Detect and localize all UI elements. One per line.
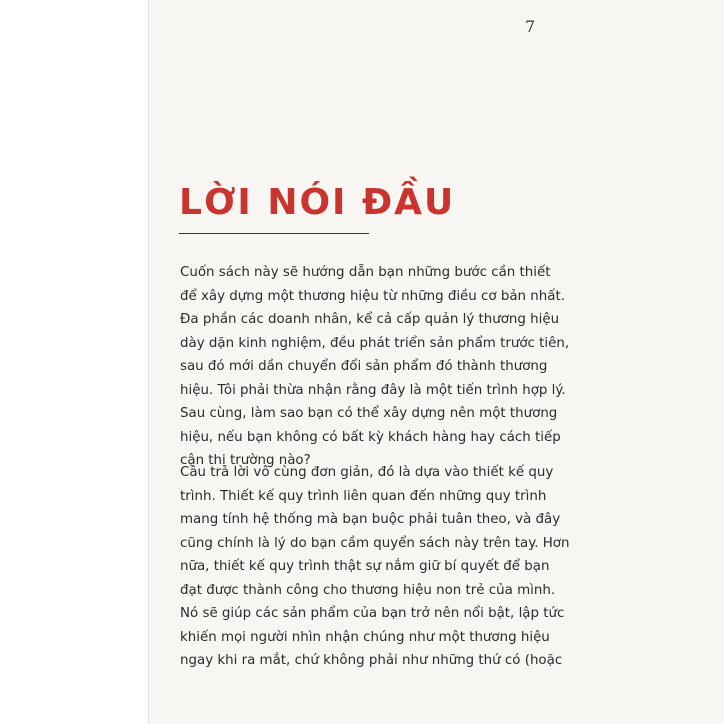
book-page — [148, 0, 724, 724]
text-line: hiệu, nếu bạn không có bất kỳ khách hàng hay cách tiếp — [180, 429, 561, 445]
text-line: mang tính hệ thống mà bạn buộc phải tuân theo, và đây — [180, 512, 561, 527]
text-line: hiệu. Tôi phải thừa nhận rằng đây là một tiến trình hợp lý. — [180, 382, 566, 398]
text-line: nữa, thiết kế quy trình thật sự nắm giữ bí quyết để bạn — [180, 559, 550, 574]
text-line: Sau cùng, làm sao bạn có thể xây dựng nên một thương — [180, 406, 558, 421]
text-line: trình. Thiết kế quy trình liên quan đến những quy trình — [180, 488, 547, 504]
text-line: dày dặn kinh nghiệm, đều phát triển sản phẩm trước tiên, — [180, 335, 570, 351]
text-line: Đa phần các doanh nhân, kể cả cấp quản lý thương hiệu — [180, 312, 560, 327]
text-line: khiến mọi người nhìn nhận chúng như một thương hiệu — [180, 629, 550, 645]
chapter-title: LỜI NÓI ĐẦU — [179, 182, 456, 223]
text-line: Cuốn sách này sẽ hướng dẫn bạn những bước cần thiết — [180, 265, 551, 280]
page-number: 7 — [525, 17, 536, 36]
paragraph-2 — [180, 461, 570, 673]
text-line: sau đó mới dần chuyển đổi sản phẩm đó thành thương — [180, 359, 548, 374]
text-line: ngay khi ra mắt, chứ không phải như những thứ có (hoặc — [180, 653, 563, 668]
text-line: Nó sẽ giúp các sản phẩm của bạn trở nên nổi bật, lập tức — [180, 606, 565, 621]
paragraph-1 — [180, 261, 570, 473]
text-line: để xây dựng một thương hiệu từ những điều cơ bản nhất. — [180, 288, 565, 304]
text-line: đạt được thành công cho thương hiệu non trẻ của mình. — [180, 582, 556, 598]
text-line: cận thị trường nào? — [180, 453, 311, 468]
text-line: Câu trả lời vô cùng đơn giản, đó là dựa vào thiết kế quy — [180, 465, 554, 480]
text-line: cũng chính là lý do bạn cầm quyển sách này trên tay. Hơn — [180, 535, 570, 551]
title-underline — [179, 233, 369, 234]
